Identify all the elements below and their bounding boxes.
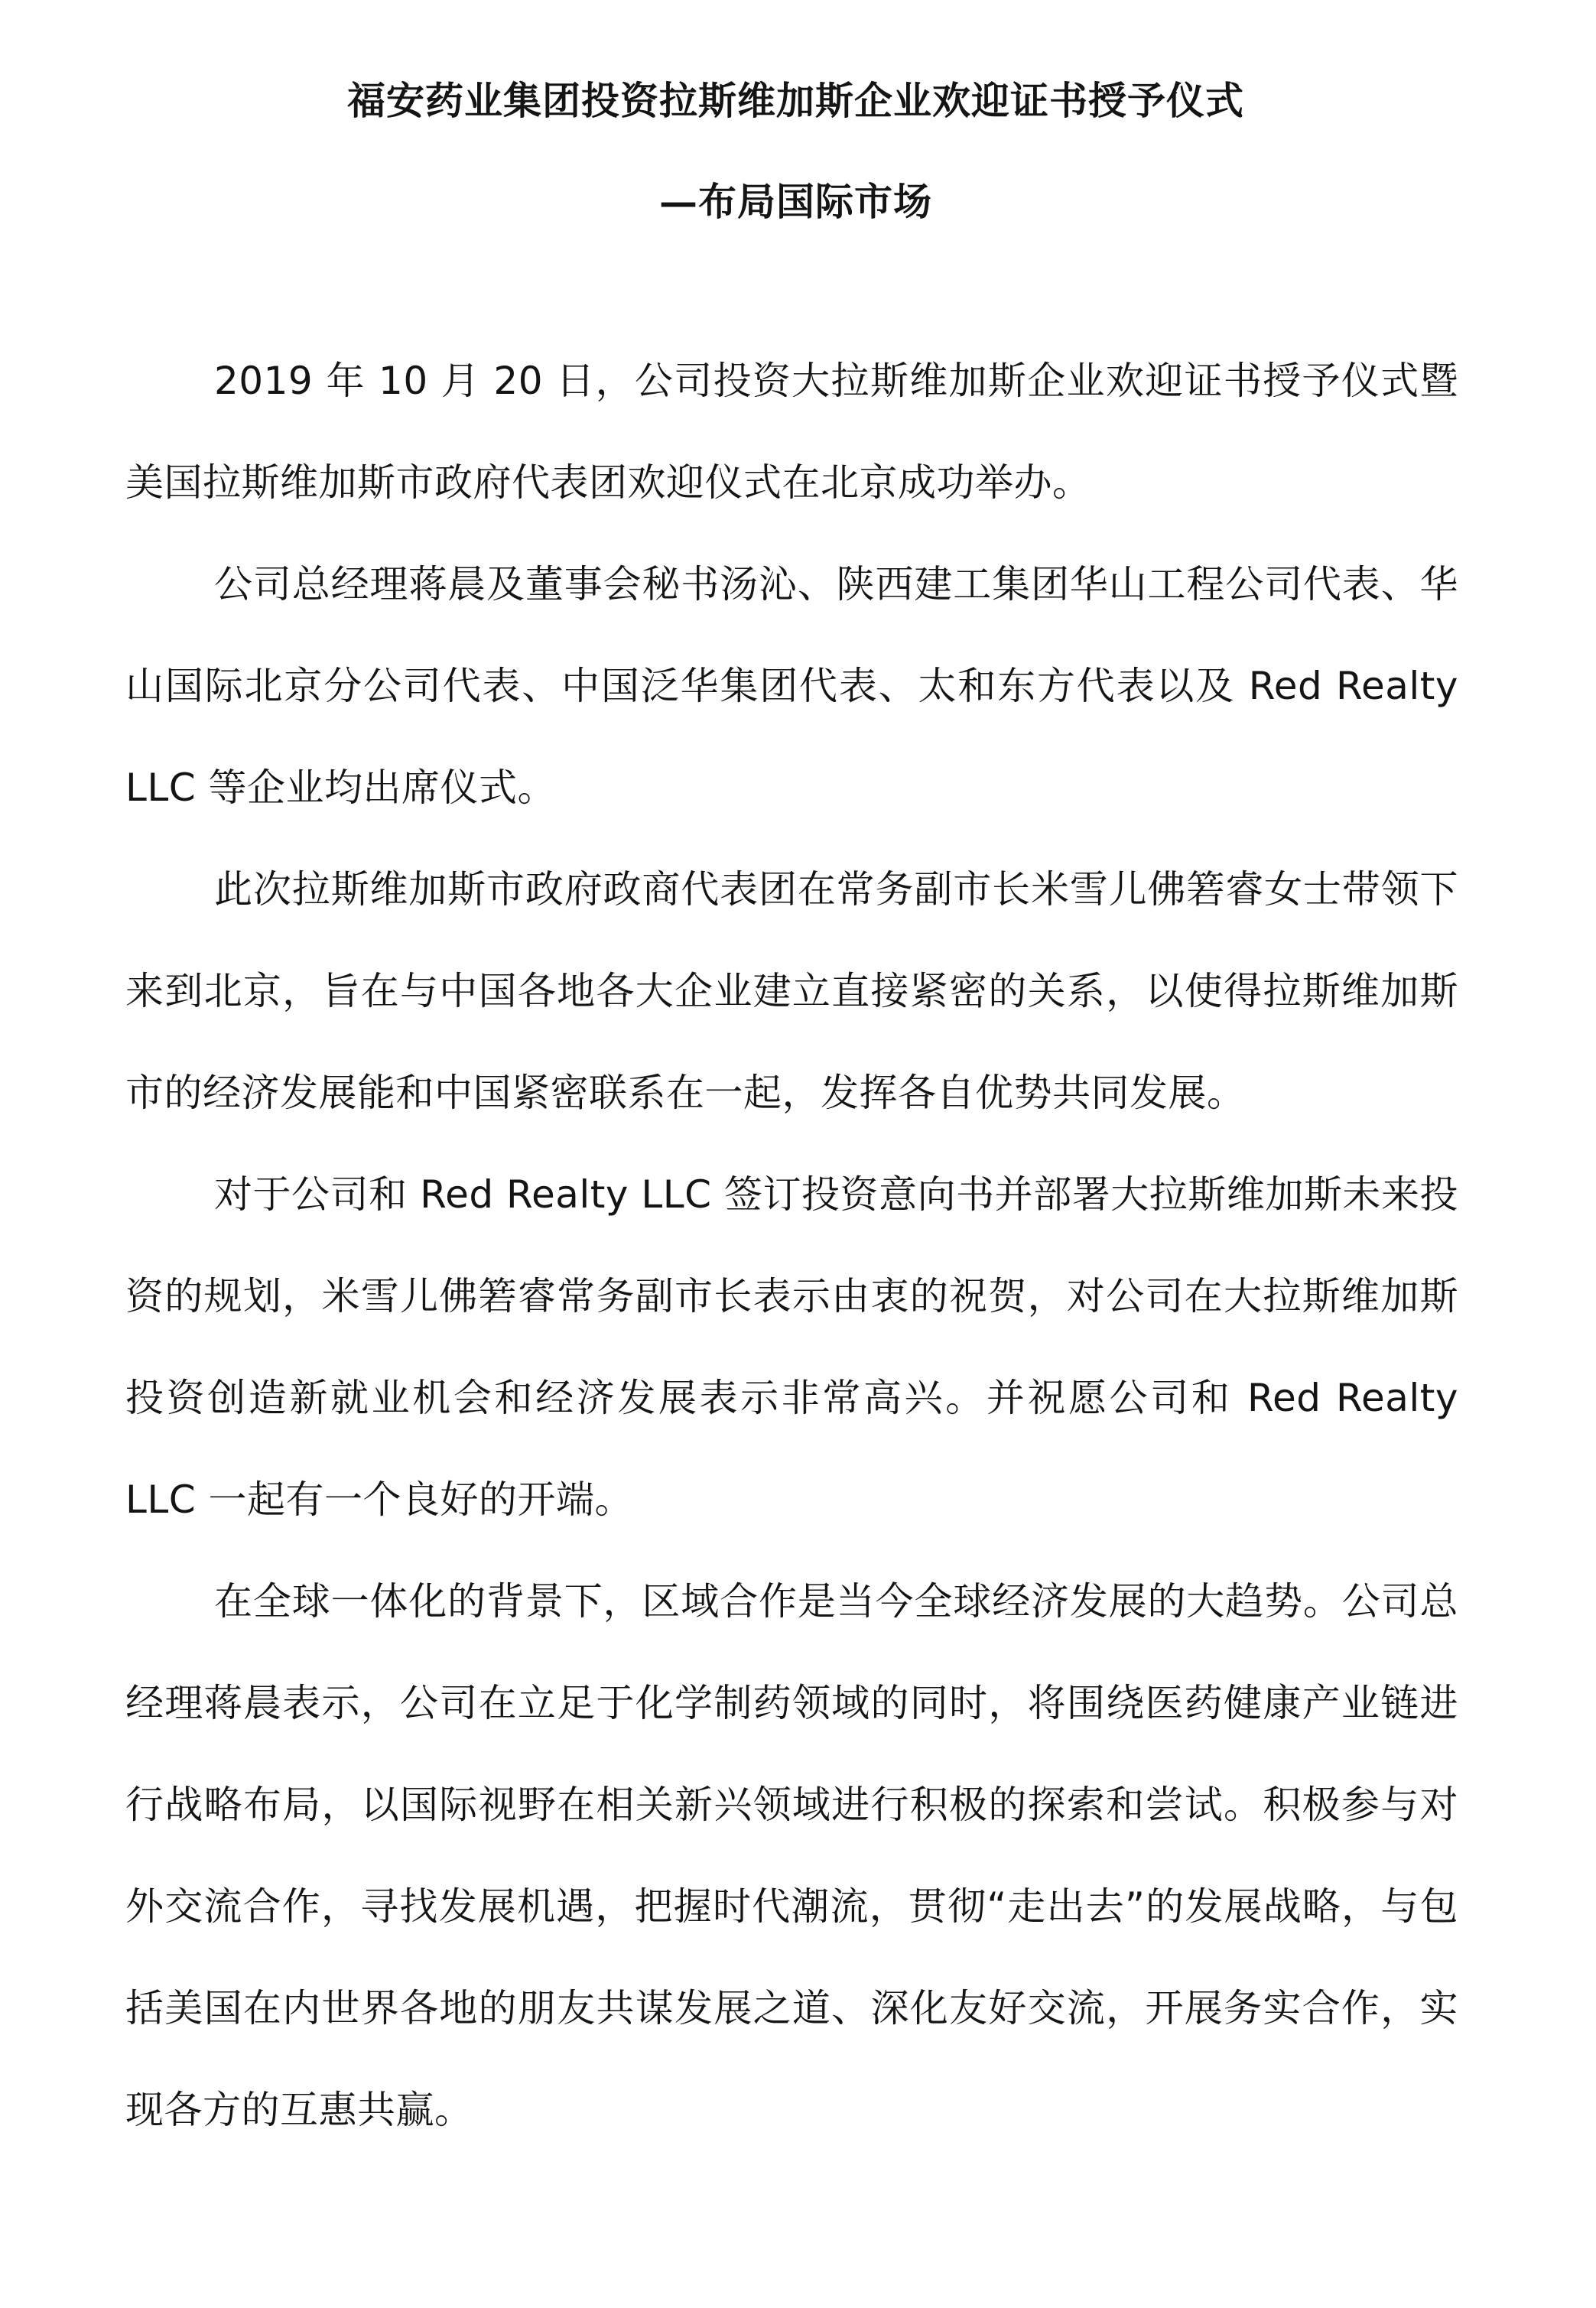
paragraph-5: 在全球一体化的背景下，区域合作是当今全球经济发展的大趋势。公司总经理蒋晨表示，公司在立足于化学制药领域的同时，将围绕医药健康产业链进行战略布局，以国际视野在相关新兴领域进行积极的探索和尝试。积极参与对外交流合作，寻找发展机遇，把握时代潮流，贯彻“走出去”的发展战略，与包括美国在内世界各地的朋友共谋发展之道、深化友好交流，开展务实合作，实现各方的互惠共赢。 [125, 1579, 1458, 2132]
paragraph-4: 对于公司和 Red Realty LLC 签订投资意向书并部署大拉斯维加斯未来投资的规划，米雪儿佛箬睿常务副市长表示由衷的祝贺，对公司在大拉斯维加斯投资创造新就业机会和经济发展表示非常高兴。并祝愿公司和 Red Realty LLC 一起有一个良好的开端。 [125, 1172, 1458, 1522]
document-title: 福安药业集团投资拉斯维加斯企业欢迎证书授予仪式 [347, 78, 1244, 123]
paragraph-3: 此次拉斯维加斯市政府政商代表团在常务副市长米雪儿佛箬睿女士带领下来到北京，旨在与中国各地各大企业建立直接紧密的关系，以使得拉斯维加斯市的经济发展能和中国紧密联系在一起，发挥各自优势共同发展。 [125, 867, 1458, 1115]
paragraph-1: 2019 年 10 月 20 日，公司投资大拉斯维加斯企业欢迎证书授予仪式暨美国拉斯维加斯市政府代表团欢迎仪式在北京成功举办。 [125, 359, 1458, 505]
paragraph-2: 公司总经理蒋晨及董事会秘书汤沁、陕西建工集团华山工程公司代表、华山国际北京分公司代表、中国泛华集团代表、太和东方代表以及 Red Realty LLC 等企业均出席仪式。 [125, 562, 1458, 810]
document-subtitle: —布局国际市场 [659, 179, 932, 224]
document-body [125, 330, 1458, 2161]
